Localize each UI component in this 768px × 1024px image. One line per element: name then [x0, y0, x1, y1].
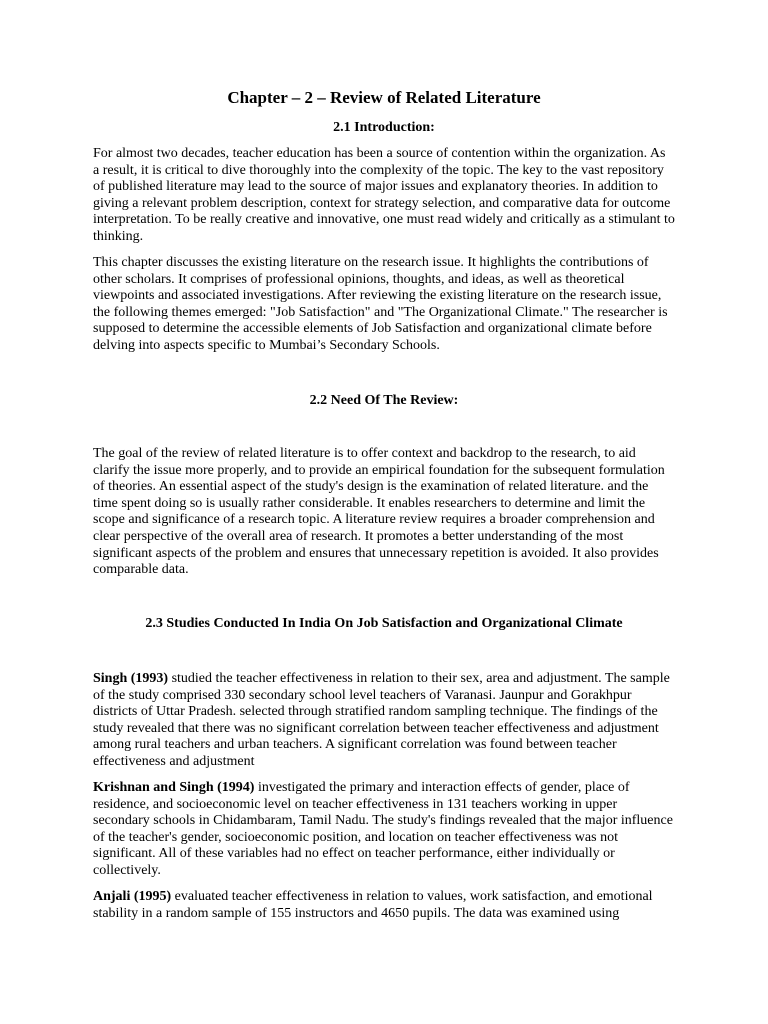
study-author: Singh (1993): [93, 671, 169, 686]
need-of-review-paragraph: The goal of the review of related literature is to offer context and backdrop to the research, to aid clarify the issue more properly, and to provide an empirical foundation for the subsequent formulation of theories. An essential aspect of the study's design is the examination of related literature. and the time spent doing so is usually rather considerable. It enables researchers to determine and limit the scope and significance of a research topic. A literature review requires a broader comprehension and clear perspective of the overall area of research. It promotes a better understanding of the most significant aspects of the problem and ensures that unnecessary repetition is avoided. It also provides comparable data.: [93, 446, 665, 578]
study-text: evaluated teacher effectiveness in relation to values, work satisfaction, and emotional stability in a random sample of 155 instructors and 4650 pupils. The data was examined using: [93, 889, 653, 921]
section-heading-need-of-review: 2.2 Need Of The Review:: [309, 393, 459, 408]
study-paragraph: [93, 780, 675, 880]
chapter-title: Chapter – 2 – Review of Related Literature: [227, 88, 541, 107]
section-heading-studies-india: 2.3 Studies Conducted In India On Job Satisfaction and Organizational Climate: [145, 616, 623, 631]
study-paragraph: [93, 889, 675, 922]
study-text: investigated the primary and interaction effects of gender, place of residence, and socioeconomic level on teacher effectiveness in 131 teachers working in upper secondary schools in Chidambaram, Tamil Nadu. The study's findings revealed that the major influence of the teacher's gender, socioeconomic position, and location on teacher effectiveness was not significant. All of these variables had no effect on teacher performance, either individually or collectively.: [93, 780, 673, 878]
study-text: studied the teacher effectiveness in relation to their sex, area and adjustment. The sample of the study comprised 330 secondary school level teachers of Varanasi. Jaunpur and Gorakhpur districts of Uttar Pradesh. selected through stratified random sampling technique. The findings of the study revealed that there was no significant correlation between teacher effectiveness and adjustment among rural teachers and urban teachers. A significant correlation was found between teacher effectiveness and adjustment: [93, 671, 670, 769]
study-author: Anjali (1995): [93, 889, 172, 904]
study-paragraph: [93, 671, 675, 771]
intro-paragraph-1: For almost two decades, teacher education has been a source of contention within the organization. As a result, it is critical to dive thoroughly into the complexity of the topic. The key to the vast repository of published literature may lead to the source of major issues and explanatory theories. In addition to giving a relevant problem description, context for strategy selection, and comparative data for outcome interpretation. To be really creative and innovative, one must read widely and critically as a stimulant to thinking.: [93, 146, 675, 244]
section-heading-introduction: 2.1 Introduction:: [333, 120, 435, 135]
study-author: Krishnan and Singh (1994): [93, 780, 255, 795]
intro-paragraph-2: This chapter discusses the existing literature on the research issue. It highlights the contributions of other scholars. It comprises of professional opinions, thoughts, and ideas, as well as theoretical viewpoints and associated investigations. After reviewing the existing literature on the research issue, the following themes emerged: "Job Satisfaction" and "The Organizational Climate." The researcher is supposed to determine the accessible elements of Job Satisfaction and organizational climate before delving into aspects specific to Mumbai’s Secondary Schools.: [93, 255, 668, 353]
